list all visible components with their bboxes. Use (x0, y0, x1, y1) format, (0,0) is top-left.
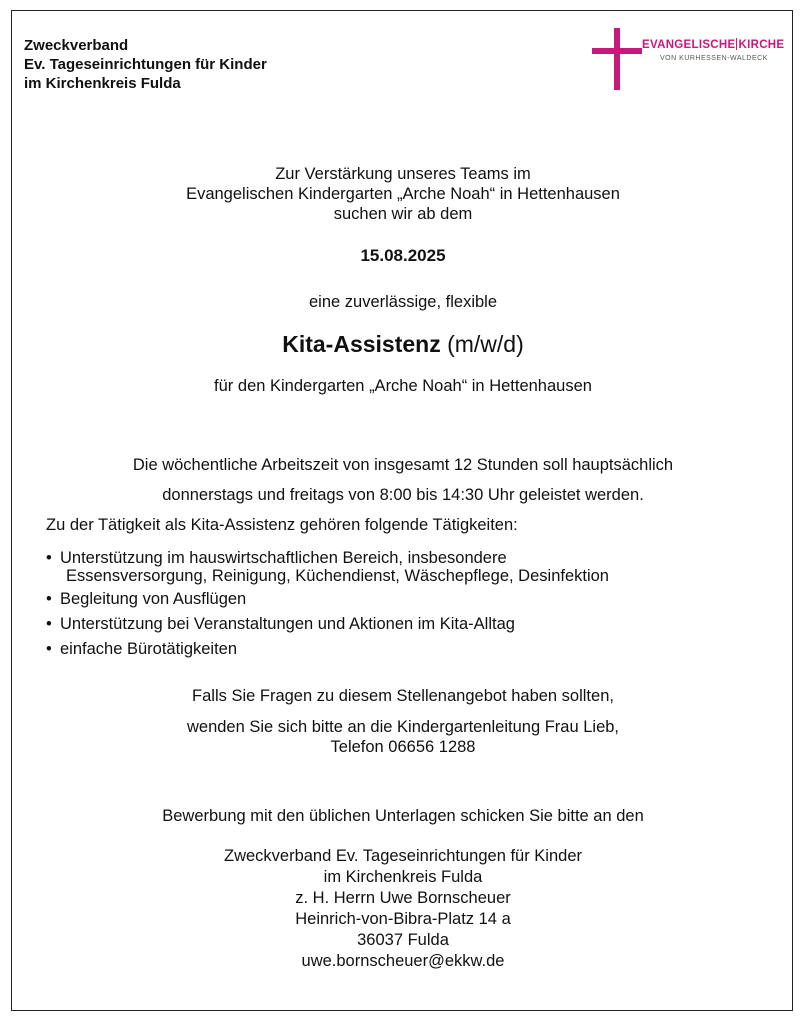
address-line: Zweckverband Ev. Tageseinrichtungen für Kinder (223, 847, 582, 865)
bullet-icon: • (46, 590, 52, 608)
task-list (46, 548, 609, 664)
intro-line: Zur Verstärkung unseres Teams im (275, 165, 531, 183)
logo-word-right: KIRCHE (738, 39, 785, 51)
logo-word-left: EVANGELISCHE (642, 39, 736, 51)
task-text-continuation: Essensversorgung, Reinigung, Küchendienst, Wäschepflege, Desinfektion (66, 567, 609, 585)
organization-line: im Kirchenkreis Fulda (24, 75, 181, 92)
organization-line: Zweckverband (24, 37, 129, 54)
bullet-icon: • (46, 549, 52, 567)
cross-icon (614, 28, 620, 90)
task-text: Unterstützung bei Veranstaltungen und Aktionen im Kita-Alltag (60, 615, 515, 633)
address-line: z. H. Herrn Uwe Bornscheuer (295, 889, 511, 907)
position-adjectives: eine zuverlässige, flexible (308, 293, 498, 311)
job-title-gender: (m/w/d) (447, 331, 524, 357)
list-item (46, 614, 609, 634)
list-item (46, 589, 609, 609)
address-line: im Kirchenkreis Fulda (323, 868, 483, 886)
task-text: Unterstützung im hauswirtschaftlichen Bereich, insbesondere (60, 549, 507, 567)
job-title-text: Kita-Assistenz (282, 331, 441, 357)
hours-line: Die wöchentliche Arbeitszeit von insgesamt 12 Stunden soll hauptsächlich (132, 456, 674, 474)
application-address (20, 846, 786, 972)
bullet-icon: • (46, 615, 52, 633)
logo-subline: VON KURHESSEN-WALDECK (660, 55, 768, 62)
tasks-heading: Zu der Tätigkeit als Kita-Assistenz gehören folgende Tätigkeiten: (46, 516, 518, 534)
working-hours (20, 450, 786, 510)
bullet-icon: • (46, 640, 52, 658)
cross-icon-bar (592, 48, 642, 54)
organization-line: Ev. Tageseinrichtungen für Kinder (24, 56, 267, 73)
address-line: 36037 Fulda (357, 931, 449, 949)
address-line: Heinrich-von-Bibra-Platz 14 a (295, 910, 511, 928)
task-text: Begleitung von Ausflügen (60, 590, 247, 608)
hours-line: donnerstags und freitags von 8:00 bis 14:30 Uhr geleistet werden. (162, 486, 644, 504)
list-item (46, 548, 609, 584)
application-intro: Bewerbung mit den üblichen Unterlagen schicken Sie bitte an den (162, 807, 644, 825)
email-address[interactable]: uwe.bornscheuer@ekkw.de (301, 952, 505, 970)
list-item (46, 639, 609, 659)
contact-line: Falls Sie Fragen zu diesem Stellenangebot haben sollten, (192, 687, 614, 705)
intro-line: Evangelischen Kindergarten „Arche Noah“ in Hettenhausen (186, 185, 620, 203)
church-logo (592, 28, 785, 92)
intro-block (20, 164, 786, 224)
contact-block (20, 686, 786, 757)
contact-phone: Telefon 06656 1288 (330, 738, 476, 756)
task-text: einfache Bürotätigkeiten (60, 640, 238, 658)
start-date: 15.08.2025 (360, 246, 446, 265)
organization-header (24, 36, 267, 93)
contact-line: wenden Sie sich bitte an die Kindergartenleitung Frau Lieb, (186, 718, 620, 736)
job-title (20, 330, 786, 358)
logo-wordmark (642, 38, 784, 51)
intro-line: suchen wir ab dem (333, 205, 473, 223)
position-location: für den Kindergarten „Arche Noah“ in Hettenhausen (214, 377, 592, 395)
